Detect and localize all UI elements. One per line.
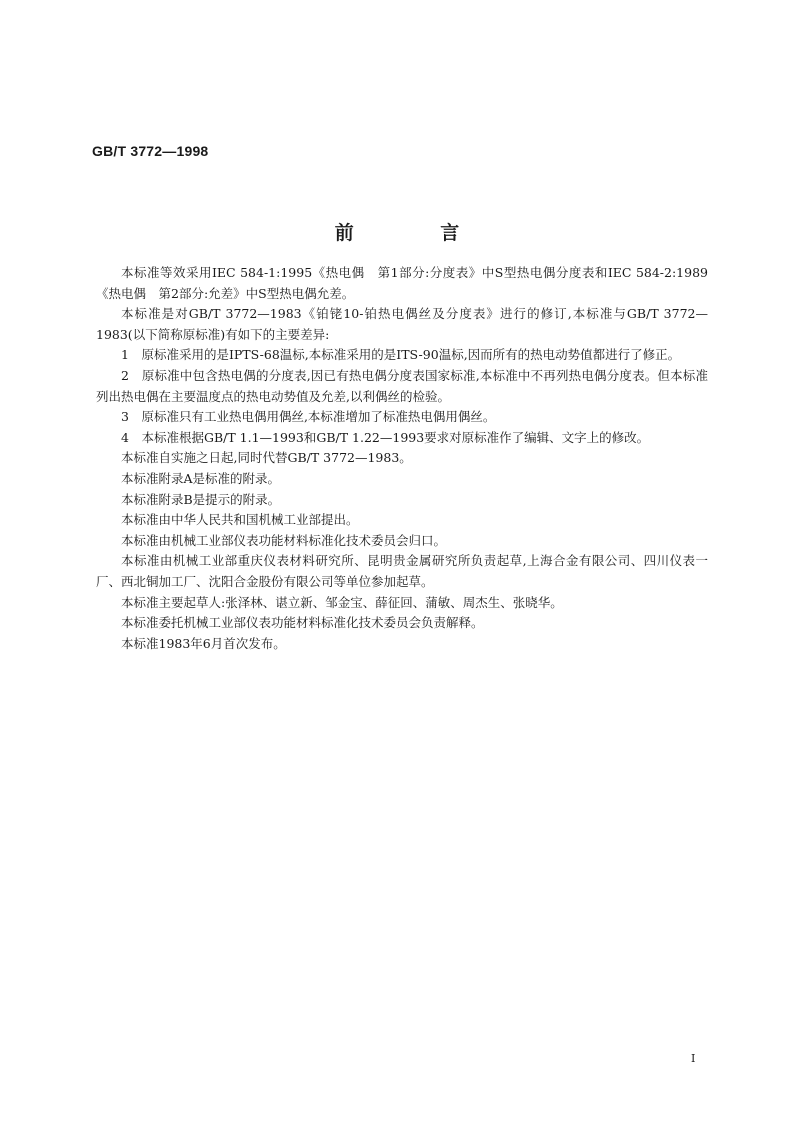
paragraph-drafters: 本标准主要起草人:张泽林、谌立新、邹金宝、薛征回、蒲敏、周杰生、张晓华。 <box>121 594 563 610</box>
paragraph-drafting-units: 本标准由机械工业部重庆仪表材料研究所、昆明贵金属研究所负责起草,上海合金有限公司、四川仪表一厂、西北铜加工厂、沈阳合金股份有限公司等单位参加起草。 <box>96 553 708 589</box>
paragraph-first-issue: 本标准1983年6月首次发布。 <box>121 635 286 651</box>
difference-item-2: 2 原标准中包含热电偶的分度表,因已有热电偶分度表国家标准,本标准中不再列热电偶分度表。但本标准列出热电偶在主要温度点的热电动势值及允差,以利偶丝的检验。 <box>96 367 708 404</box>
difference-item-4: 4 本标准根据GB/T 1.1—1993和GB/T 1.22—1993要求对原标准作了编辑、文字上的修改。 <box>121 429 650 445</box>
difference-item-1: 1 原标准采用的是IPTS-68温标,本标准采用的是ITS-90温标,因而所有的热电动势值都进行了修正。 <box>121 347 681 363</box>
paragraph-proposer: 本标准由中华人民共和国机械工业部提出。 <box>121 512 359 528</box>
paragraph-annex-b: 本标准附录B是提示的附录。 <box>121 491 281 507</box>
page-title: 前 言 <box>334 222 500 244</box>
paragraph-adoption: 本标准等效采用IEC 584-1:1995《热电偶 第1部分:分度表》中S型热电偶分度表和IEC 584-2:1989《热电偶 第2部分:允差》中S型热电偶允差。 <box>96 265 708 301</box>
foreword-body <box>96 263 708 654</box>
paragraph-interpretation: 本标准委托机械工业部仪表功能材料标准化技术委员会负责解释。 <box>121 615 484 631</box>
paragraph-revision: 本标准是对GB/T 3772—1983《铂铑10-铂热电偶丝及分度表》进行的修订,本标准与GB/T 3772—1983(以下简称原标准)有如下的主要差异: <box>96 306 708 342</box>
paragraph-supersedes: 本标准自实施之日起,同时代替GB/T 3772—1983。 <box>121 450 412 466</box>
paragraph-centralized: 本标准由机械工业部仪表功能材料标准化技术委员会归口。 <box>121 532 447 548</box>
paragraph-annex-a: 本标准附录A是标准的附录。 <box>121 470 281 486</box>
standard-code: GB/T 3772—1998 <box>92 143 209 159</box>
page-number: I <box>691 1052 696 1065</box>
difference-item-3: 3 原标准只有工业热电偶用偶丝,本标准增加了标准热电偶用偶丝。 <box>121 409 496 425</box>
